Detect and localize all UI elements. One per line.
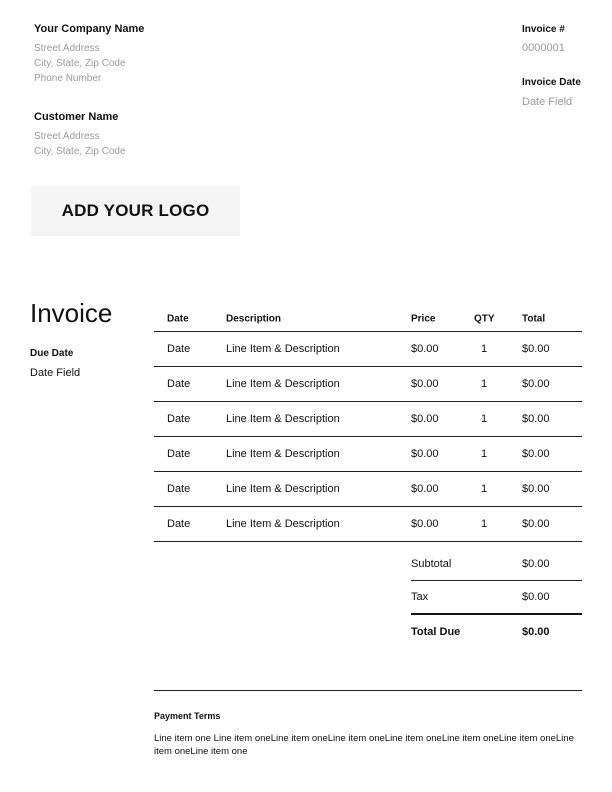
row-qty: 1 — [480, 483, 488, 495]
footer-divider — [154, 690, 582, 691]
customer-street: Street Address — [34, 131, 100, 142]
row-qty: 1 — [480, 378, 488, 390]
row-description: Line Item & Description — [226, 413, 340, 425]
row-date: Date — [167, 413, 191, 425]
table-header-row — [154, 307, 582, 332]
row-date: Date — [167, 518, 191, 530]
logo-text: ADD YOUR LOGO — [61, 201, 210, 220]
header-description: Description — [226, 313, 282, 325]
tax-row — [411, 581, 582, 615]
row-qty: 1 — [480, 413, 488, 425]
table-row — [154, 507, 582, 542]
invoice-date-value: Date Field — [522, 96, 573, 108]
row-description: Line Item & Description — [226, 343, 340, 355]
table-row — [154, 472, 582, 507]
payment-terms-label: Payment Terms — [154, 711, 221, 721]
row-price: $0.00 — [411, 448, 439, 460]
header-total: Total — [522, 313, 546, 325]
subtotal-value: $0.00 — [522, 557, 550, 570]
tax-label: Tax — [411, 591, 429, 603]
row-qty: 1 — [480, 343, 488, 355]
header-price: Price — [411, 313, 436, 325]
subtotal-label: Subtotal — [411, 557, 452, 570]
table-row — [154, 402, 582, 437]
row-date: Date — [167, 343, 191, 355]
total-due-label: Total Due — [411, 626, 461, 638]
row-price: $0.00 — [411, 378, 439, 390]
subtotal-row — [411, 547, 582, 581]
row-price: $0.00 — [411, 343, 439, 355]
row-price: $0.00 — [411, 483, 439, 495]
row-total: $0.00 — [522, 448, 550, 460]
row-total: $0.00 — [522, 343, 550, 355]
row-qty: 1 — [480, 448, 488, 460]
payment-terms-text: Line item one Line item oneLine item oneLine item oneLine item oneLine item oneLine item oneLine item oneLine item one — [154, 733, 574, 757]
company-name: Your Company Name — [34, 23, 145, 35]
row-total: $0.00 — [522, 483, 550, 495]
due-date-label: Due Date — [30, 348, 74, 359]
total-due-value: $0.00 — [522, 626, 550, 638]
invoice-number-value: 0000001 — [522, 42, 565, 54]
company-city: City, State, Zip Code — [34, 58, 126, 69]
header-qty: QTY — [474, 313, 495, 325]
header-date: Date — [167, 313, 189, 325]
customer-city: City, State, Zip Code — [34, 146, 126, 157]
total-due-row — [411, 615, 582, 649]
line-items-table — [154, 307, 582, 542]
customer-name: Customer Name — [34, 111, 119, 123]
page-title: Invoice — [30, 298, 113, 328]
row-description: Line Item & Description — [226, 448, 340, 460]
invoice-number-label: Invoice # — [522, 24, 565, 35]
row-total: $0.00 — [522, 413, 550, 425]
row-date: Date — [167, 448, 191, 460]
totals-block — [411, 547, 582, 649]
table-row — [154, 437, 582, 472]
row-total: $0.00 — [522, 378, 550, 390]
row-price: $0.00 — [411, 518, 439, 530]
row-total: $0.00 — [522, 518, 550, 530]
row-date: Date — [167, 483, 191, 495]
logo-placeholder — [31, 186, 240, 236]
due-date-value: Date Field — [30, 367, 81, 379]
tax-value: $0.00 — [522, 591, 550, 603]
row-description: Line Item & Description — [226, 518, 340, 530]
table-row — [154, 367, 582, 402]
table-row — [154, 332, 582, 367]
row-price: $0.00 — [411, 413, 439, 425]
row-description: Line Item & Description — [226, 378, 340, 390]
company-street: Street Address — [34, 43, 100, 54]
row-description: Line Item & Description — [226, 483, 340, 495]
company-phone: Phone Number — [34, 73, 102, 84]
row-date: Date — [167, 378, 191, 390]
invoice-date-label: Invoice Date — [522, 77, 581, 88]
row-qty: 1 — [480, 518, 488, 530]
